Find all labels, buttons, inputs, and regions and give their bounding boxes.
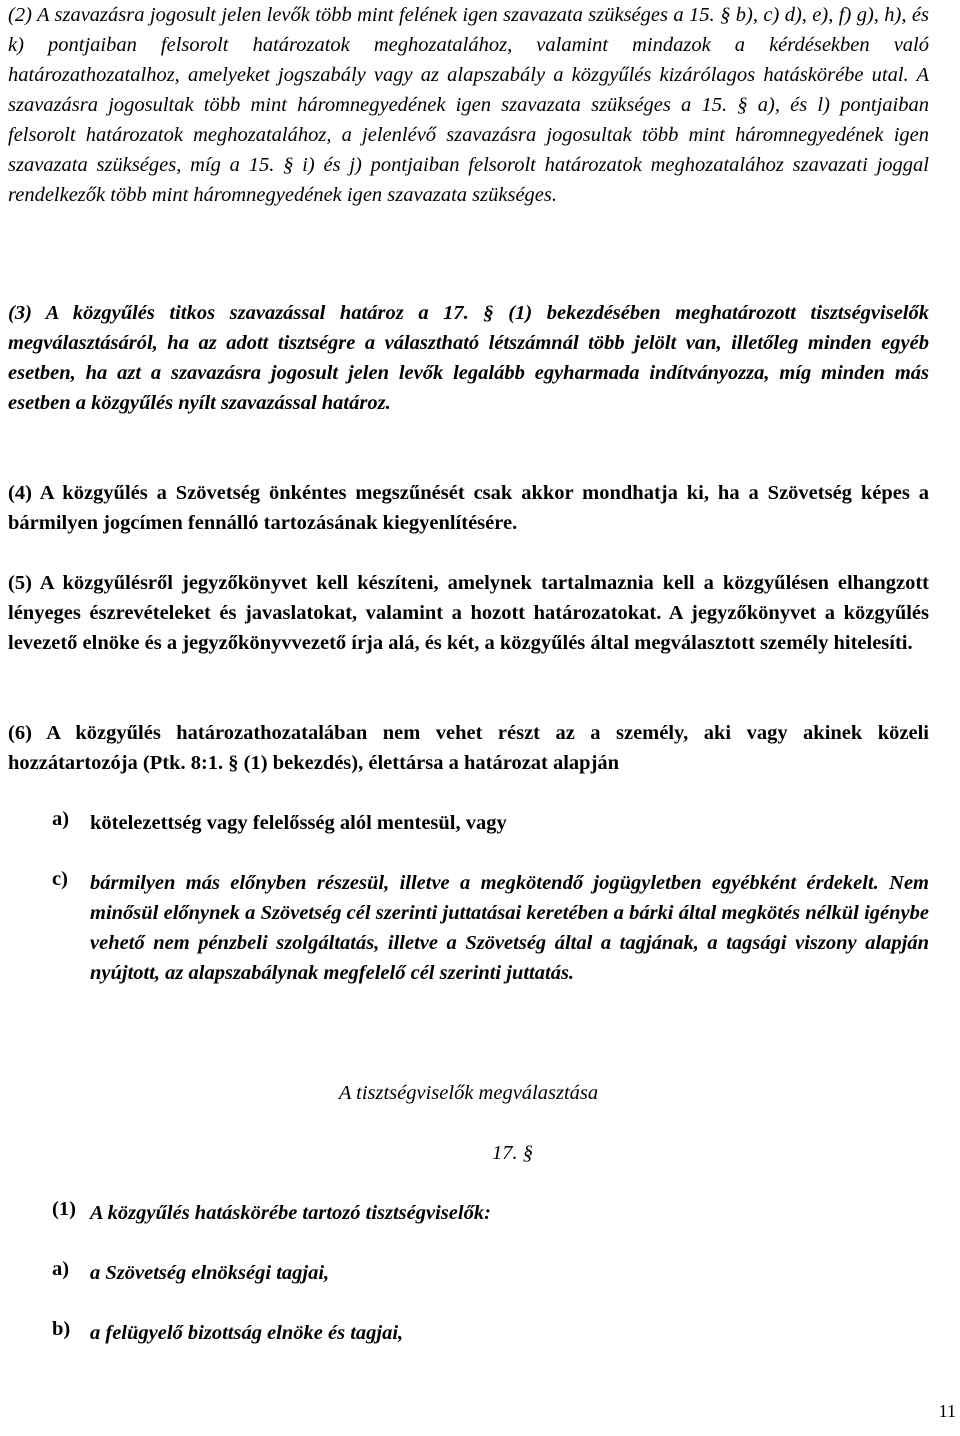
section-number: 17. § bbox=[492, 1142, 533, 1164]
paragraph-5: (5) A közgyűlésről jegyzőkönyvet kell készíteni, amelynek tartalmaznia kell a közgyűlésen elhangzott lényeges észrevételeket és javaslatokat, valamint a hozott határozatokat. A jegyzőkönyvet a közgyűlés levezető elnöke és a jegyzőkönyvvezető írja alá, és két, a közgyűlés által megválasztott személy hitelesíti. bbox=[8, 572, 929, 654]
list-item-text: kötelezettség vagy felelősség alól mentesül, vagy bbox=[90, 812, 507, 834]
list-item-text: a Szövetség elnökségi tagjai, bbox=[90, 1262, 330, 1284]
list-item-1a bbox=[52, 1258, 929, 1288]
list-item-label: (1) bbox=[52, 1198, 76, 1220]
list-item-a bbox=[52, 808, 929, 838]
paragraph-3: (3) A közgyűlés titkos szavazással határoz a 17. § (1) bekezdésében meghatározott tisztségviselők megválasztásáról, ha az adott tisztségre a választható létszámnál több jelölt van, illetőleg minden egyéb esetben, ha azt a szavazásra jogosult jelen levők legalább egyharmada indítványozza, míg minden más esetben a közgyűlés nyílt szavazással határoz. bbox=[8, 302, 929, 414]
list-item-text: bármilyen más előnyben részesül, illetve a megkötendő jogügyletben egyébként érdekelt. Nem minősül előnynek a Szövetség cél szerinti juttatásai keretében a bárki által megkötés nélkül igénybe vehető nem pénzbeli szolgáltatás, illetve a Szövetség által a tagjának, a tagsági viszony alapján nyújtott, az alapszabálynak megfelelő cél szerinti juttatás. bbox=[90, 872, 929, 984]
list-item-label: b) bbox=[52, 1318, 71, 1340]
list-item-1 bbox=[52, 1198, 929, 1228]
paragraph-4: (4) A közgyűlés a Szövetség önkéntes megszűnését csak akkor mondhatja ki, ha a Szövetség képes a bármilyen jogcímen fennálló tartozásának kiegyenlítésére. bbox=[8, 482, 929, 534]
paragraph-2: (2) A szavazásra jogosult jelen levők több mint felének igen szavazata szükséges a 15. § b), c) d), e), f) g), h), és k) pontjaiban felsorolt határozatok meghozatalához, valamint mindazok a kérdésekben való határozathozatalhoz, amelyeket jogszabály vagy az alapszabály a közgyűlés kizárólagos hatáskörébe utal. A szavazásra jogosultak több mint háromnegyedének igen szavazata szükséges a 15. § a), és l) pontjaiban felsorolt határozatok meghozatalához, a jelenlévő szavazásra jogosultak több mint háromnegyedének igen szavazata szükséges, míg a 15. § i) és j) pontjaiban felsorolt határozatok meghozatalához szavazati joggal rendelkezők több mint háromnegyedének igen szavazata szükséges. bbox=[8, 4, 929, 206]
list-item-label: a) bbox=[52, 808, 70, 830]
list-item-c bbox=[52, 868, 929, 988]
list-item-label: c) bbox=[52, 868, 68, 890]
list-item-label: a) bbox=[52, 1258, 70, 1280]
list-item-text: a felügyelő bizottság elnöke és tagjai, bbox=[90, 1322, 404, 1344]
list-item-1b bbox=[52, 1318, 929, 1348]
paragraph-6: (6) A közgyűlés határozathozatalában nem vehet részt az a személy, aki vagy akinek közeli hozzátartozója (Ptk. 8:1. § (1) bekezdés), élettársa a határozat alapján bbox=[8, 722, 929, 774]
section-heading: A tisztségviselők megválasztása bbox=[338, 1082, 599, 1104]
list-item-text: A közgyűlés hatáskörébe tartozó tisztségviselők: bbox=[90, 1202, 491, 1224]
page-number: 11 bbox=[938, 1401, 956, 1421]
